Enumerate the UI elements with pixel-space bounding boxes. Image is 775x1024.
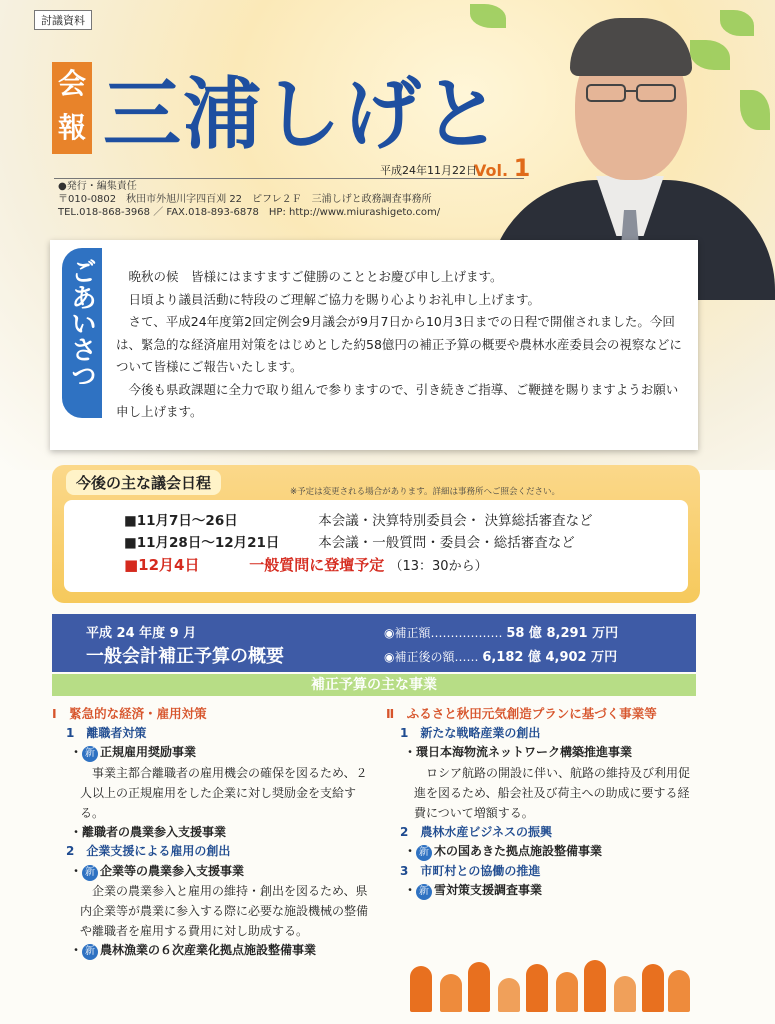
- person-figure: [668, 970, 690, 1012]
- project-name: 正規雇用奨励事業: [100, 745, 197, 759]
- header-divider: [54, 178, 524, 179]
- subsection-heading: 3 市町村との協働の推進: [400, 863, 541, 878]
- new-badge-icon: 新: [82, 865, 98, 881]
- schedule-date: ■11月28日～12月21日: [124, 535, 280, 551]
- people-illustration: [410, 956, 690, 1012]
- greeting-paragraph: さて、平成24年度第2回定例会9月議会が9月7日から10月3日までの日程で開催されました。今回は、緊急的な経済雇用対策をはじめとした約58億円の補正予算の概要や農林水産委員会の視察などについて皆様にご報告いたします。: [116, 314, 682, 374]
- project-description: 企業の農業参入と雇用の維持・創出を図るため、県内企業等が農業に参入する際に必要な施設機械の整備や離職者を雇用する費用に対し助成する。: [80, 884, 369, 938]
- brand-title: 三浦しげと: [103, 70, 504, 160]
- budget-amount-2: [384, 646, 617, 665]
- person-figure: [526, 964, 548, 1012]
- project-item: ・ 新 正規雇用奨励事業: [70, 743, 370, 763]
- kaiho-char: 報: [57, 111, 86, 144]
- project-item: ・離職者の農業参入支援事業: [70, 824, 227, 839]
- subsection-heading: 1 新たな戦略産業の創出: [400, 725, 541, 740]
- budget-amount-1-value: 58 億 8,291 万円: [506, 626, 619, 641]
- schedule-row: [124, 510, 688, 532]
- budget-amount-2-value: 6,182 億 4,902 万円: [482, 650, 618, 665]
- new-badge-icon: 新: [82, 944, 98, 960]
- greeting-paragraph: 晩秋の候 皆様にはますますご健勝のこととお慶び申し上げます。: [128, 269, 503, 284]
- project-name: 企業等の農業参入支援事業: [100, 863, 245, 878]
- main-projects-bar: 補正予算の主な事業: [52, 674, 696, 696]
- project-description: ロシア航路の開設に伴い、航路の維持及び利用促進を図るため、船会社及び荷主への助成に要する経費について増額する。: [414, 765, 691, 820]
- left-column: [52, 704, 370, 961]
- highlight-time: （13：30から）: [389, 559, 488, 574]
- budget-banner: [52, 614, 696, 672]
- person-figure: [584, 960, 606, 1012]
- person-figure: [614, 976, 636, 1012]
- kaiho-char: 会: [57, 67, 86, 100]
- project-name: 農林漁業の６次産業化拠点施設整備事業: [100, 943, 317, 957]
- project-item: ・環日本海物流ネットワーク構築推進事業: [404, 745, 633, 759]
- greeting-paragraph: 日頃より議員活動に特段のご理解ご協力を賜り心よりお礼申し上げます。: [128, 291, 541, 307]
- subsection-heading: 1 離職者対策: [66, 725, 147, 740]
- project-item: ・ 新 企業等の農業参入支援事業: [70, 862, 370, 882]
- schedule-text: 本会議・決算特別委員会・ 決算総括審査など: [318, 513, 593, 529]
- new-badge-icon: 新: [82, 746, 98, 762]
- person-figure: [556, 972, 578, 1012]
- project-item: ・ 新 農林漁業の６次産業化拠点施設整備事業: [70, 941, 370, 961]
- project-item: ・ 新 木の国あきた拠点施設整備事業: [404, 842, 698, 862]
- schedule-row: [124, 532, 688, 554]
- schedule-date: ■11月7日～26日: [124, 513, 238, 529]
- greeting-card: [50, 240, 698, 450]
- schedule-highlight-row: [124, 554, 688, 578]
- section-heading: Ⅰ 緊急的な経済・雇用対策: [52, 706, 207, 721]
- person-figure: [468, 962, 490, 1012]
- kaiho-badge: [52, 62, 92, 154]
- publisher-line: ●発行・編集責任: [58, 181, 137, 192]
- project-name: 木の国あきた拠点施設整備事業: [434, 844, 603, 858]
- greeting-paragraph: 今後も県政課題に全力で取り組んで参りますので、引き続きご指導、ご鞭撻を賜りますようお願い申し上げます。: [116, 381, 679, 419]
- schedule-text: 本会議・一般質問・委員会・総括審査など: [318, 535, 575, 551]
- project-description: 事業主都合離職者の雇用機会の確保を図るため、２人以上の正規雇用をした企業に対し奨励金を支給する。: [80, 765, 368, 820]
- highlight-date: ■12月4日: [124, 556, 200, 574]
- budget-amount-1: [384, 622, 618, 641]
- project-name: 雪対策支援調査事業: [434, 883, 543, 897]
- schedule-list: [64, 500, 688, 592]
- glasses-icon: [583, 82, 679, 104]
- person-figure: [410, 966, 432, 1012]
- person-figure: [642, 964, 664, 1012]
- section-heading: Ⅱ ふるさと秋田元気創造プランに基づく事業等: [386, 706, 657, 721]
- budget-amount-2-label: ◉補正後の額……: [384, 650, 479, 664]
- greeting-tab-label: ごあいさつ: [66, 258, 97, 388]
- subsection-heading: 2 農林水産ビジネスの振興: [400, 824, 552, 839]
- new-badge-icon: 新: [416, 845, 432, 861]
- schedule-note: ※予定は変更される場合があります。詳細は事務所へご照会ください。: [290, 487, 560, 497]
- greeting-text: [116, 266, 682, 424]
- document-tag: 討議資料: [34, 10, 92, 30]
- portrait-hair: [570, 18, 692, 76]
- publisher-address: 〒010-0802 秋田市外旭川字四百刈 22 ピフレ２Ｆ 三浦しげと政務調査事務所: [58, 194, 432, 205]
- budget-amount-1-label: ◉補正額………………: [384, 626, 503, 640]
- person-figure: [440, 974, 462, 1012]
- greeting-tab: [62, 248, 102, 418]
- project-item: ・ 新 雪対策支援調査事業: [404, 881, 698, 901]
- issue-date: 平成24年11月22日: [380, 164, 477, 177]
- new-badge-icon: 新: [416, 884, 432, 900]
- publisher-info: [58, 180, 440, 219]
- subsection-heading: 2 企業支援による雇用の創出: [66, 844, 231, 858]
- right-column: [386, 704, 698, 901]
- schedule-title: 今後の主な議会日程: [66, 470, 221, 495]
- budget-title-2: 一般会計補正予算の概要: [86, 646, 284, 667]
- highlight-text: 一般質問に登壇予定: [249, 556, 385, 574]
- volume-number: 1: [513, 154, 531, 182]
- budget-title-1: 平成 24 年度 9 月: [86, 626, 197, 641]
- volume-text: Vol.: [474, 161, 509, 180]
- publisher-contact: TEL.018-868-3968 ／ FAX.018-893-6878 HP: http://www.miurashigeto.com/: [58, 207, 441, 218]
- person-figure: [498, 978, 520, 1012]
